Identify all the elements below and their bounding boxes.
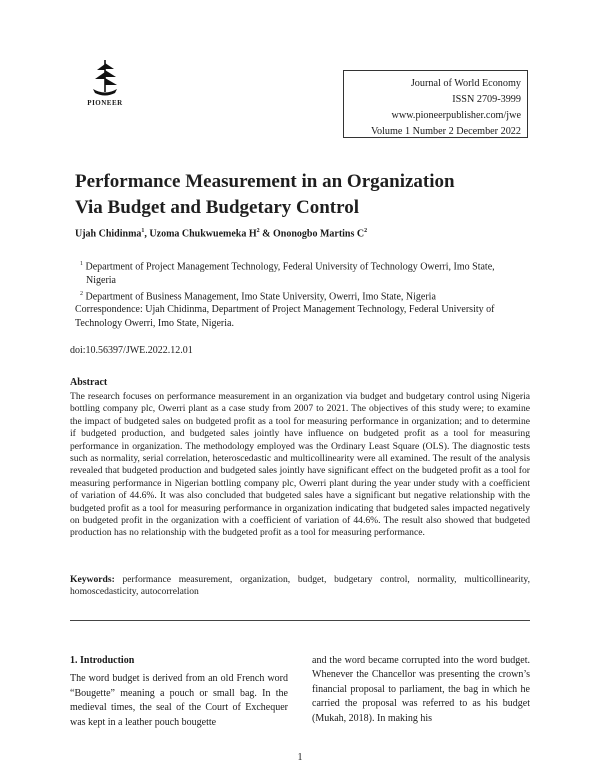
journal-url[interactable]: www.pioneerpublisher.com/jwe bbox=[391, 110, 521, 121]
logo-text: PIONEER bbox=[87, 99, 123, 107]
page-number: 1 bbox=[297, 752, 303, 763]
doi[interactable]: doi:10.56397/JWE.2022.12.01 bbox=[70, 345, 193, 356]
pioneer-ship-icon bbox=[90, 58, 120, 98]
publisher-logo bbox=[76, 58, 134, 107]
abstract-heading: Abstract bbox=[70, 377, 108, 388]
author-affil-sup: 1 bbox=[141, 228, 145, 234]
author-name: Ujah Chidinma bbox=[75, 228, 142, 240]
section-heading: 1. Introduction bbox=[70, 655, 135, 666]
keywords-text: performance measurement, organization, budget, budgetary control, normality, multicollinearity, homoscedasticity, autocorrelation bbox=[70, 574, 530, 598]
paper-title: Performance Measurement in an Organization Via Budget and Budgetary Control bbox=[75, 171, 455, 218]
author-affil-sup: 2 bbox=[364, 228, 368, 234]
body-paragraph: The word budget is derived from an old French word “Bougette” meaning a pouch or small bag. In the medieval times, the seal of the Court of Exchequer was kept in a leather pouch bougette bbox=[70, 673, 288, 728]
author-name: Ononogbo Martins C bbox=[272, 228, 365, 240]
journal-info-box bbox=[343, 70, 528, 138]
author-separator: & bbox=[259, 228, 273, 240]
section-divider bbox=[70, 620, 530, 621]
body-column-right bbox=[312, 654, 530, 726]
affiliation-2: $^2$ Department of Business Management, Imo State University, Owerri, Imo State, Nigeria bbox=[80, 290, 436, 302]
author-list: Ujah Chidinma$^1$, Uzoma Chukwuemeka $H^2$ & Ononogbo Martins $C^2$ bbox=[75, 228, 368, 240]
correspondence: Correspondence: Ujah Chidinma, Department of Project Management Technology, Federal University of Technology Owerri, Imo State, Nigeria. bbox=[75, 304, 495, 330]
body-column-left bbox=[70, 654, 288, 730]
journal-name: Journal of World Economy bbox=[410, 78, 521, 89]
keywords bbox=[70, 574, 530, 599]
affiliation-1: $^1$ Department of Project Management Technology, Federal University of Technology Owerri, Imo State, Nigeria bbox=[80, 261, 495, 286]
keywords-label: Keywords: bbox=[70, 574, 115, 585]
affiliations bbox=[75, 258, 515, 331]
author-name: Uzoma Chukwuemeka H bbox=[149, 228, 257, 240]
author-affil-sup: 2 bbox=[256, 228, 260, 234]
body-paragraph: and the word became corrupted into the word budget. Whenever the Chancellor was presenting the crown’s financial proposal to parliament, the bag in which he carried the proposal was referred to as his budget (Mukah, 2018). In making his bbox=[312, 655, 530, 724]
abstract-text: The research focuses on performance measurement in an organization via budget and budgetary control using Nigeria bottling company plc, Owerri plant as a case study from 2007 to 2021. The objectives of this study were; to examine the impact of budgeted sales on budgeted profit as a tool for measuring performance in organization; and to determine if budgeted production, and budgeted sales jointly have influence on budgeted profit as a tool for measuring performance in organization. The methodology employed was the Ordinary Least Square (OLS). The diagnostic tests such as normality, serial correlation, heteroscedastic and multicollinearity were all examined. The result of the analysis revealed that budgeted production and budgeted sales jointly have significant effect on the budgeted profit as a tool for measuring performance in Nigerian bottling company plc, Owerri plant during the year under study with a coefficient of variation of 44.6%. It was also concluded that budgeted sales have a significant but negative relationship with the budgeted profit as a tool for measuring performance in organization indicating that budgeted sales impacted negatively on budgeted profit in the organization with a coefficient of variation of 44.6%. The result also showed that budgeted production has no relationship with the budgeted profit as a tool for measuring performance. bbox=[70, 391, 530, 539]
journal-issn: ISSN 2709-3999 bbox=[452, 94, 521, 105]
journal-volume: Volume 1 Number 2 December 2022 bbox=[370, 126, 521, 137]
